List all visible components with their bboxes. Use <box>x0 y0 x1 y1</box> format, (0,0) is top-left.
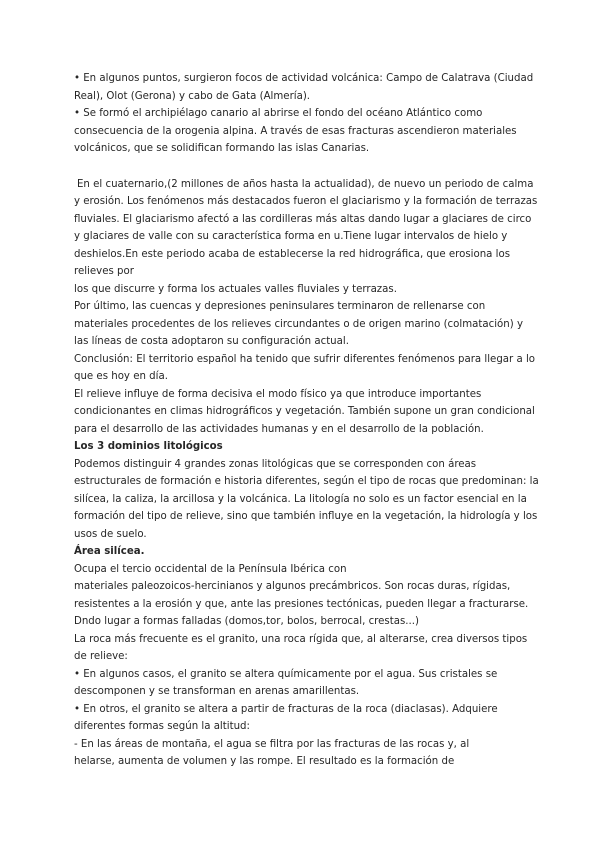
paragraph-basins: Por último, las cuencas y depresiones peninsulares terminaron de rellenarse con materiales procedentes de los relieves circundantes o de origen marino (colmatación) y las líneas de costa adoptaron su configuración actual. <box>74 301 523 347</box>
paragraph-ice-formation: helarse, aumenta de volumen y las rompe. El resultado es la formación de <box>74 756 455 767</box>
paragraph-conclusion: Conclusión: El territorio español ha tenido que sufrir diferentes fenómenos para llegar a lo que es hoy en día. <box>74 353 536 382</box>
paragraph-granite: La roca más frecuente es el granito, una roca rígida que, al alterarse, crea diversos tipos de relieve: <box>74 633 528 662</box>
paragraph-mountain-areas: - En las áreas de montaña, el agua se filtra por las fracturas de las rocas y, al <box>74 738 470 750</box>
bullet-paragraph-volcanic-foci: • En algunos puntos, surgieron focos de actividad volcánica: Campo de Calatrava (Ciudad Real), Olot (Gerona) y cabo de Gata (Almería). <box>74 73 534 102</box>
paragraph-relief-influence: El relieve influye de forma decisiva el modo físico ya que introduce importantes condicionantes en climas hidrográficos y vegetación. También supone un gran condicional para el desarrollo de las actividades humanas y en el desarrollo de la población. <box>74 388 535 435</box>
bullet-paragraph-chemical-alteration: • En algunos casos, el granito se altera químicamente por el agua. Sus cristales se descomponen y se transforman en arenas amarillentas. <box>74 668 498 697</box>
paragraph-siliceous-materials: materiales paleozoicos-hercinianos y algunos precámbricos. Son rocas duras, rígidas, resistentes a la erosión y que, ante las presiones tectónicas, pueden llegar a fracturarse. Dndo lugar a formas falladas (domos,tor, bolos, berrocal, crestas...) <box>74 581 529 627</box>
paragraph-lithological-zones: Podemos distinguir 4 grandes zonas litológicas que se corresponden con áreas estructurales de formación e historia diferentes, según el tipo de rocas que predominan: la silícea, la caliza, la arcillosa y la volcánica. La litología no solo es un factor esencial en la formación del tipo de relieve, sino que también influye en la vegetación, la hidrología y los usos de suelo. <box>74 458 539 540</box>
paragraph-siliceous-location: Ocupa el tercio occidental de la Península Ibérica con <box>74 563 347 575</box>
paragraph-spacer <box>74 158 540 176</box>
paragraph-quaternary: En el cuaternario,(2 millones de años hasta la actualidad), de nuevo un periodo de calma y erosión. Los fenómenos más destacados fueron el glaciarismo y la formación de terrazas fluviales. El glaciarismo afectó a las cordilleras más altas dando lugar a glaciares de circo y glaciares de valle con su característica forma en u.Tiene lugar intervalos de hielo y deshielos.En este periodo acaba de establecerse la red hidrográfica, que erosiona los relieves por <box>74 178 538 277</box>
bullet-paragraph-canary-islands: • Se formó el archipiélago canario al abrirse el fondo del océano Atlántico como consecuencia de la orogenia alpina. A través de esas fracturas ascendieron materiales volcánicos, que se solidifican formando las islas Canarias. <box>74 108 517 154</box>
paragraph-fluvial-valleys: los que discurre y forma los actuales valles fluviales y terrazas. <box>74 283 397 295</box>
bullet-paragraph-fracture-alteration: • En otros, el granito se altera a partir de fracturas de la roca (diaclasas). Adquiere diferentes formas según la altitud: <box>74 703 498 732</box>
section-heading-siliceous-area: Área silícea. <box>74 546 145 557</box>
section-heading-lithological-domains: Los 3 dominios litológicos <box>74 441 223 452</box>
